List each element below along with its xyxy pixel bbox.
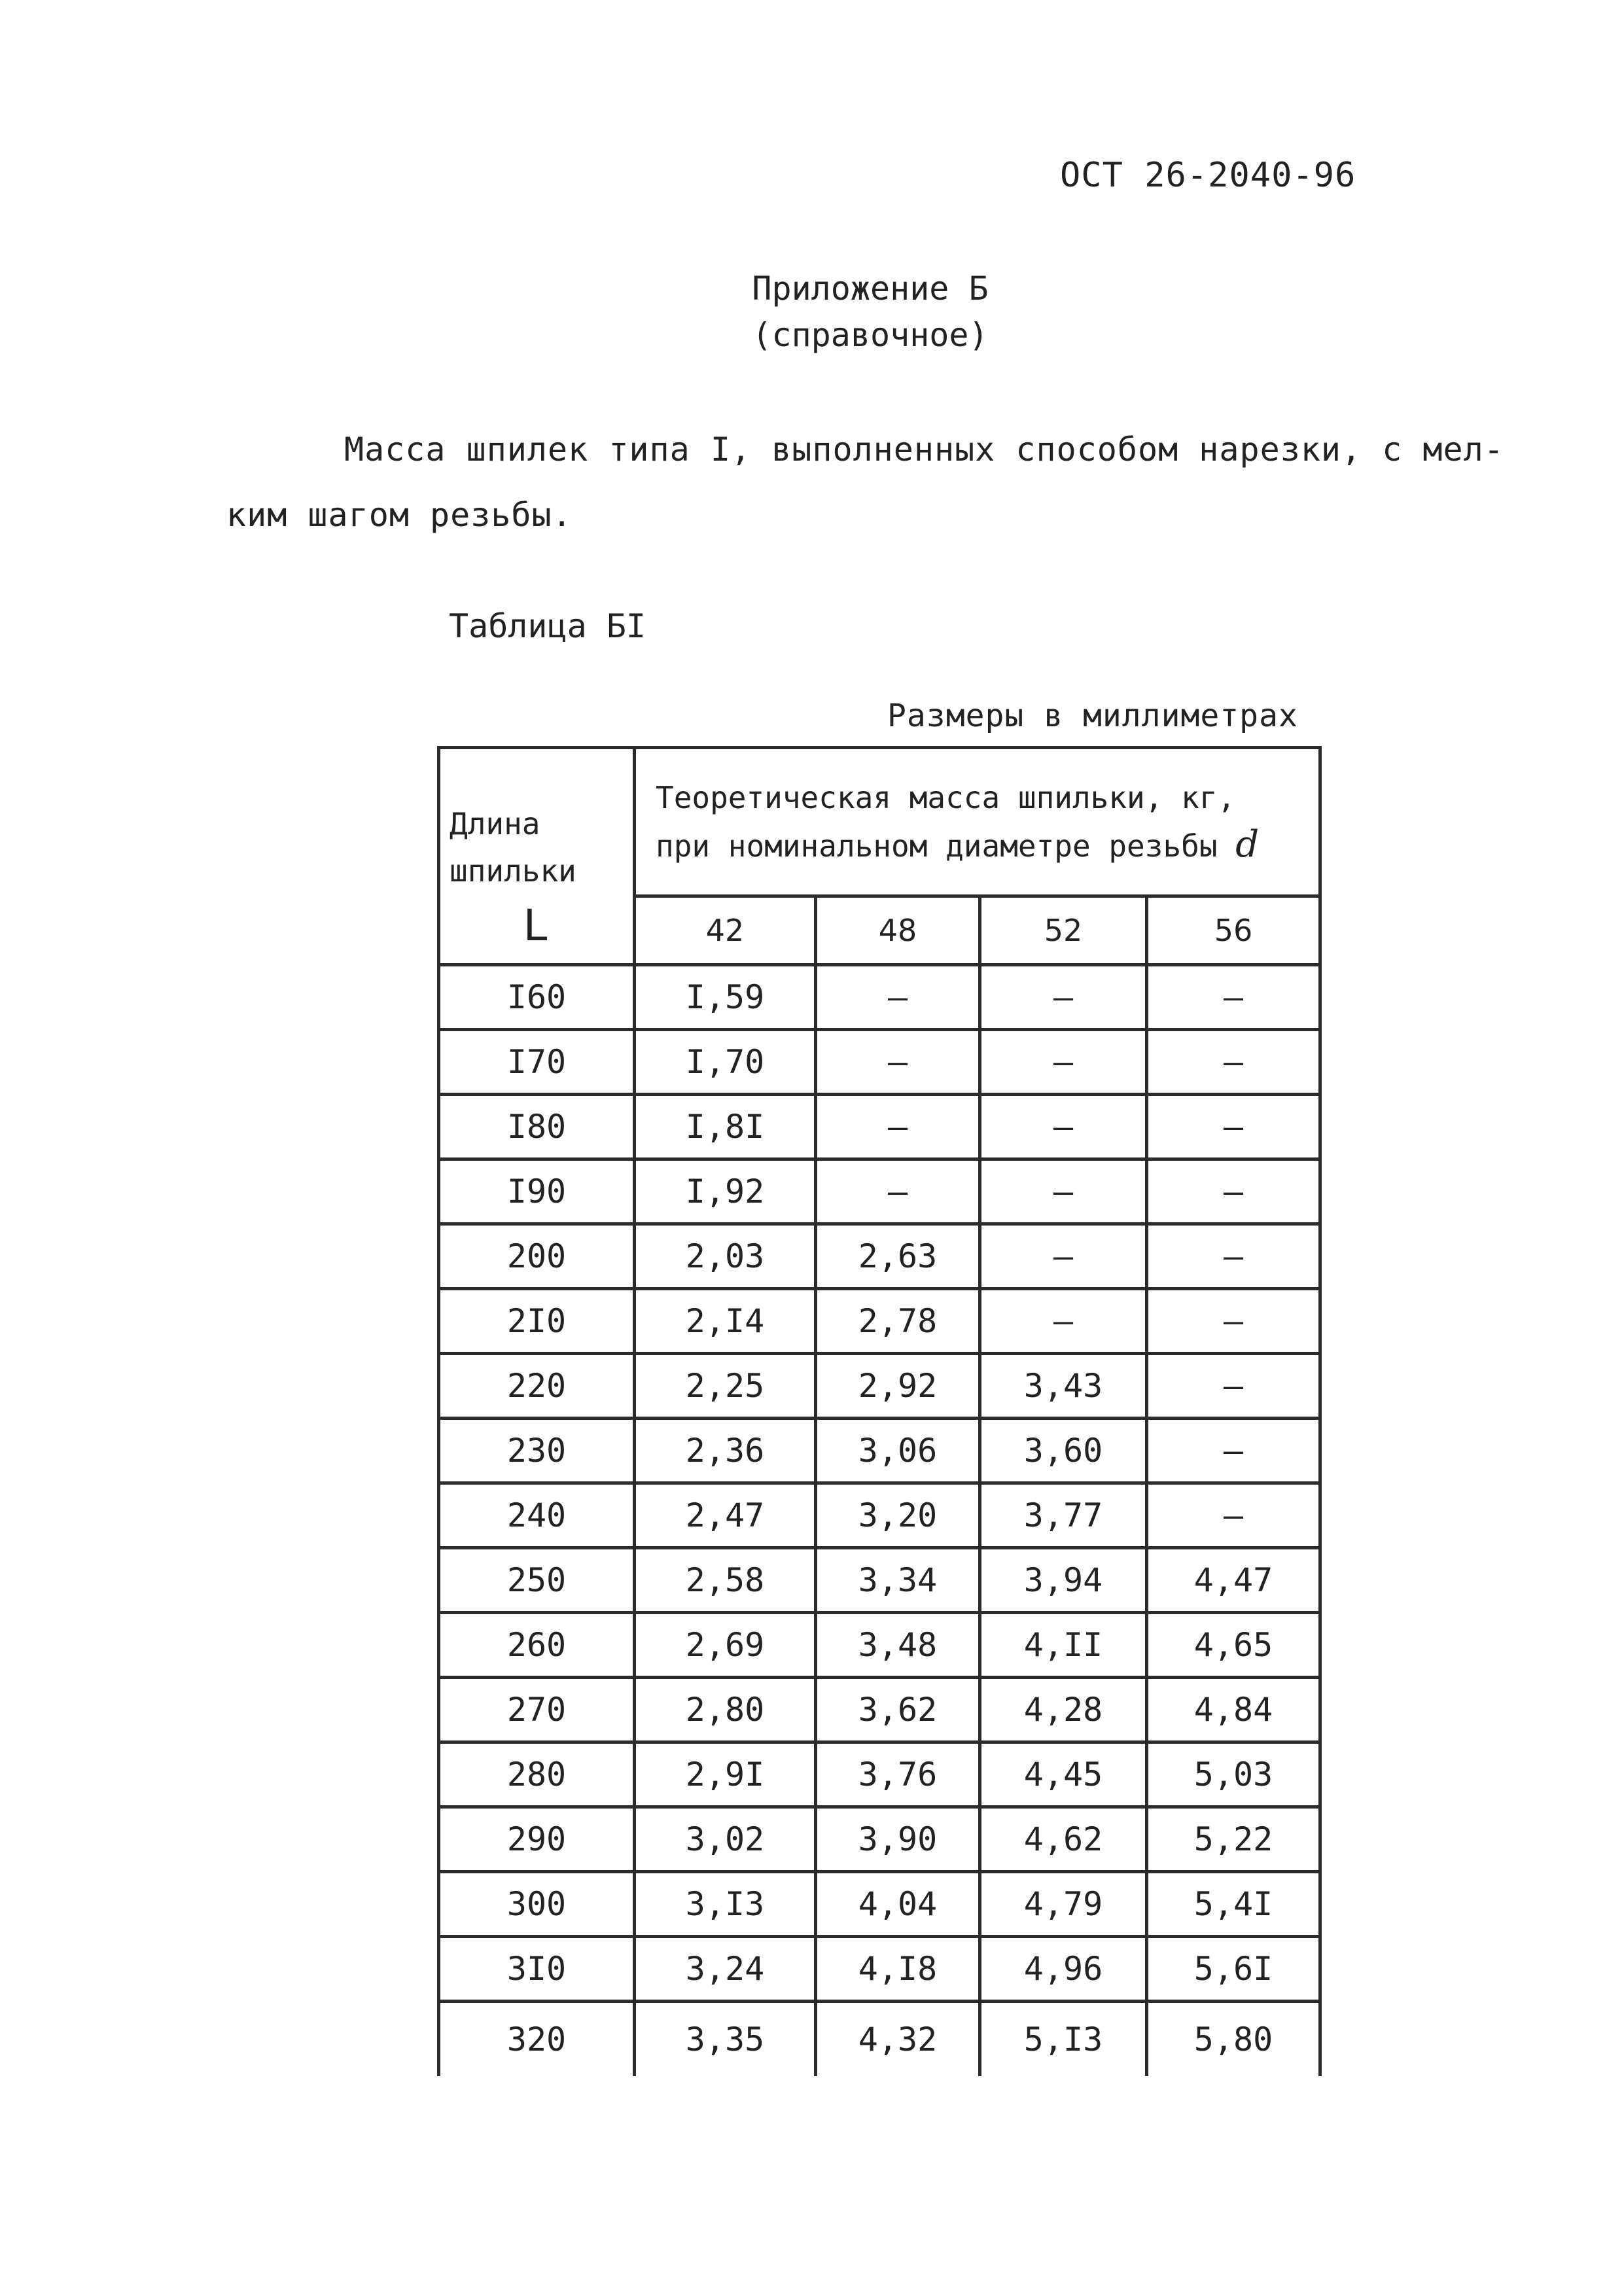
mass-cell: 3,43 xyxy=(980,1354,1147,1419)
table-row xyxy=(439,1742,1320,1807)
units-note: Размеры в миллиметрах xyxy=(887,698,1298,734)
mass-cell: 2,63 xyxy=(816,1224,980,1289)
length-symbol: L xyxy=(523,900,548,951)
table-row xyxy=(439,1872,1320,1937)
mass-cell: 5,03 xyxy=(1147,1742,1320,1807)
mass-cell: 5,4I xyxy=(1147,1872,1320,1937)
mass-cell: I,92 xyxy=(635,1159,816,1224)
length-cell: 250 xyxy=(439,1548,635,1613)
mass-cell: 4,45 xyxy=(980,1742,1147,1807)
length-header-line-1: Длина xyxy=(450,806,540,841)
mass-cell: I,59 xyxy=(635,965,816,1030)
mass-cell: 3,06 xyxy=(816,1419,980,1483)
table-row xyxy=(439,1613,1320,1678)
paragraph-line-1: Масса шпилек типа I, выполненных способом нарезки, с мел- xyxy=(344,431,1504,468)
mass-header-line-1: Теоретическая масса шпильки, кг, xyxy=(656,780,1236,815)
length-cell: 300 xyxy=(439,1872,635,1937)
mass-cell: 4,65 xyxy=(1147,1613,1320,1678)
mass-cell: 2,I4 xyxy=(635,1289,816,1354)
diameter-symbol: d xyxy=(1235,823,1260,866)
mass-cell: 4,I8 xyxy=(816,1937,980,2002)
mass-table-body xyxy=(439,965,1320,2077)
table-row xyxy=(439,1548,1320,1613)
length-cell: I80 xyxy=(439,1095,635,1159)
length-cell: 200 xyxy=(439,1224,635,1289)
mass-cell: 2,92 xyxy=(816,1354,980,1419)
table-row xyxy=(439,1095,1320,1159)
mass-cell: – xyxy=(1147,1224,1320,1289)
table-row xyxy=(439,1678,1320,1742)
table-row xyxy=(439,965,1320,1030)
mass-cell: 3,76 xyxy=(816,1742,980,1807)
length-cell: 260 xyxy=(439,1613,635,1678)
mass-cell: 3,I3 xyxy=(635,1872,816,1937)
mass-cell: 3,94 xyxy=(980,1548,1147,1613)
length-cell: I60 xyxy=(439,965,635,1030)
mass-cell: 2,03 xyxy=(635,1224,816,1289)
mass-cell: 2,78 xyxy=(816,1289,980,1354)
length-cell: 220 xyxy=(439,1354,635,1419)
table-row xyxy=(439,1419,1320,1483)
paragraph-line-2: ким шагом резьбы. xyxy=(226,496,573,534)
mass-cell: – xyxy=(980,965,1147,1030)
mass-cell: 3,20 xyxy=(816,1483,980,1548)
mass-cell: 3,62 xyxy=(816,1678,980,1742)
document-code: ОСТ 26-2040-96 xyxy=(1060,156,1356,195)
mass-cell: – xyxy=(816,1030,980,1095)
mass-header xyxy=(635,748,1320,896)
table-row xyxy=(439,1937,1320,2002)
length-cell: 2I0 xyxy=(439,1289,635,1354)
mass-cell: 4,04 xyxy=(816,1872,980,1937)
table-row xyxy=(439,1289,1320,1354)
length-header-line-2: шпильки xyxy=(450,853,576,889)
mass-cell: – xyxy=(1147,1354,1320,1419)
mass-cell: – xyxy=(816,1095,980,1159)
appendix-note: (справочное) xyxy=(752,316,989,354)
mass-cell: 3,90 xyxy=(816,1807,980,1872)
table-row xyxy=(439,1483,1320,1548)
mass-cell: I,70 xyxy=(635,1030,816,1095)
mass-cell: 5,6I xyxy=(1147,1937,1320,2002)
mass-cell: – xyxy=(816,1159,980,1224)
mass-cell: 3,35 xyxy=(635,2002,816,2077)
mass-cell: 2,9I xyxy=(635,1742,816,1807)
mass-cell: 4,32 xyxy=(816,2002,980,2077)
mass-cell: – xyxy=(980,1030,1147,1095)
mass-cell: – xyxy=(980,1224,1147,1289)
length-cell: 3I0 xyxy=(439,1937,635,2002)
mass-header-line-2: при номинальном диаметре резьбы xyxy=(656,828,1218,864)
mass-cell: 3,24 xyxy=(635,1937,816,2002)
mass-cell: 3,34 xyxy=(816,1548,980,1613)
mass-cell: – xyxy=(816,965,980,1030)
mass-cell: 3,60 xyxy=(980,1419,1147,1483)
mass-cell: 4,28 xyxy=(980,1678,1147,1742)
mass-cell: 2,36 xyxy=(635,1419,816,1483)
length-cell: 280 xyxy=(439,1742,635,1807)
mass-cell: 4,84 xyxy=(1147,1678,1320,1742)
mass-cell: 3,77 xyxy=(980,1483,1147,1548)
mass-cell: 4,96 xyxy=(980,1937,1147,2002)
mass-cell: 3,02 xyxy=(635,1807,816,1872)
mass-cell: – xyxy=(980,1095,1147,1159)
mass-cell: – xyxy=(1147,1159,1320,1224)
mass-cell: – xyxy=(1147,1483,1320,1548)
length-cell: 290 xyxy=(439,1807,635,1872)
length-cell: 320 xyxy=(439,2002,635,2077)
length-cell: I70 xyxy=(439,1030,635,1095)
diameter-header: 56 xyxy=(1147,896,1320,965)
table-row xyxy=(439,1030,1320,1095)
length-cell: I90 xyxy=(439,1159,635,1224)
table-row xyxy=(439,1807,1320,1872)
mass-cell: 2,25 xyxy=(635,1354,816,1419)
mass-cell: 5,80 xyxy=(1147,2002,1320,2077)
mass-cell: 3,48 xyxy=(816,1613,980,1678)
length-cell: 270 xyxy=(439,1678,635,1742)
mass-cell: – xyxy=(1147,965,1320,1030)
table-label: Таблица БI xyxy=(449,607,646,645)
appendix-title: Приложение Б xyxy=(752,270,989,308)
length-cell: 230 xyxy=(439,1419,635,1483)
mass-cell: – xyxy=(1147,1419,1320,1483)
length-header xyxy=(439,748,635,965)
mass-cell: 2,69 xyxy=(635,1613,816,1678)
diameter-header: 42 xyxy=(635,896,816,965)
mass-cell: 4,62 xyxy=(980,1807,1147,1872)
mass-cell: 2,58 xyxy=(635,1548,816,1613)
mass-cell: 4,79 xyxy=(980,1872,1147,1937)
mass-cell: 5,22 xyxy=(1147,1807,1320,1872)
diameter-header: 48 xyxy=(816,896,980,965)
mass-cell: – xyxy=(980,1159,1147,1224)
mass-cell: 5,I3 xyxy=(980,2002,1147,2077)
table-row xyxy=(439,1159,1320,1224)
mass-cell: – xyxy=(1147,1030,1320,1095)
mass-cell: – xyxy=(980,1289,1147,1354)
mass-cell: 2,80 xyxy=(635,1678,816,1742)
mass-cell: 4,47 xyxy=(1147,1548,1320,1613)
mass-cell: 2,47 xyxy=(635,1483,816,1548)
mass-cell: 4,II xyxy=(980,1613,1147,1678)
mass-cell: – xyxy=(1147,1095,1320,1159)
table-row xyxy=(439,2002,1320,2077)
diameter-header: 52 xyxy=(980,896,1147,965)
mass-cell: I,8I xyxy=(635,1095,816,1159)
table-row xyxy=(439,1354,1320,1419)
mass-cell: – xyxy=(1147,1289,1320,1354)
table-row xyxy=(439,1224,1320,1289)
mass-table xyxy=(437,746,1322,2076)
length-cell: 240 xyxy=(439,1483,635,1548)
